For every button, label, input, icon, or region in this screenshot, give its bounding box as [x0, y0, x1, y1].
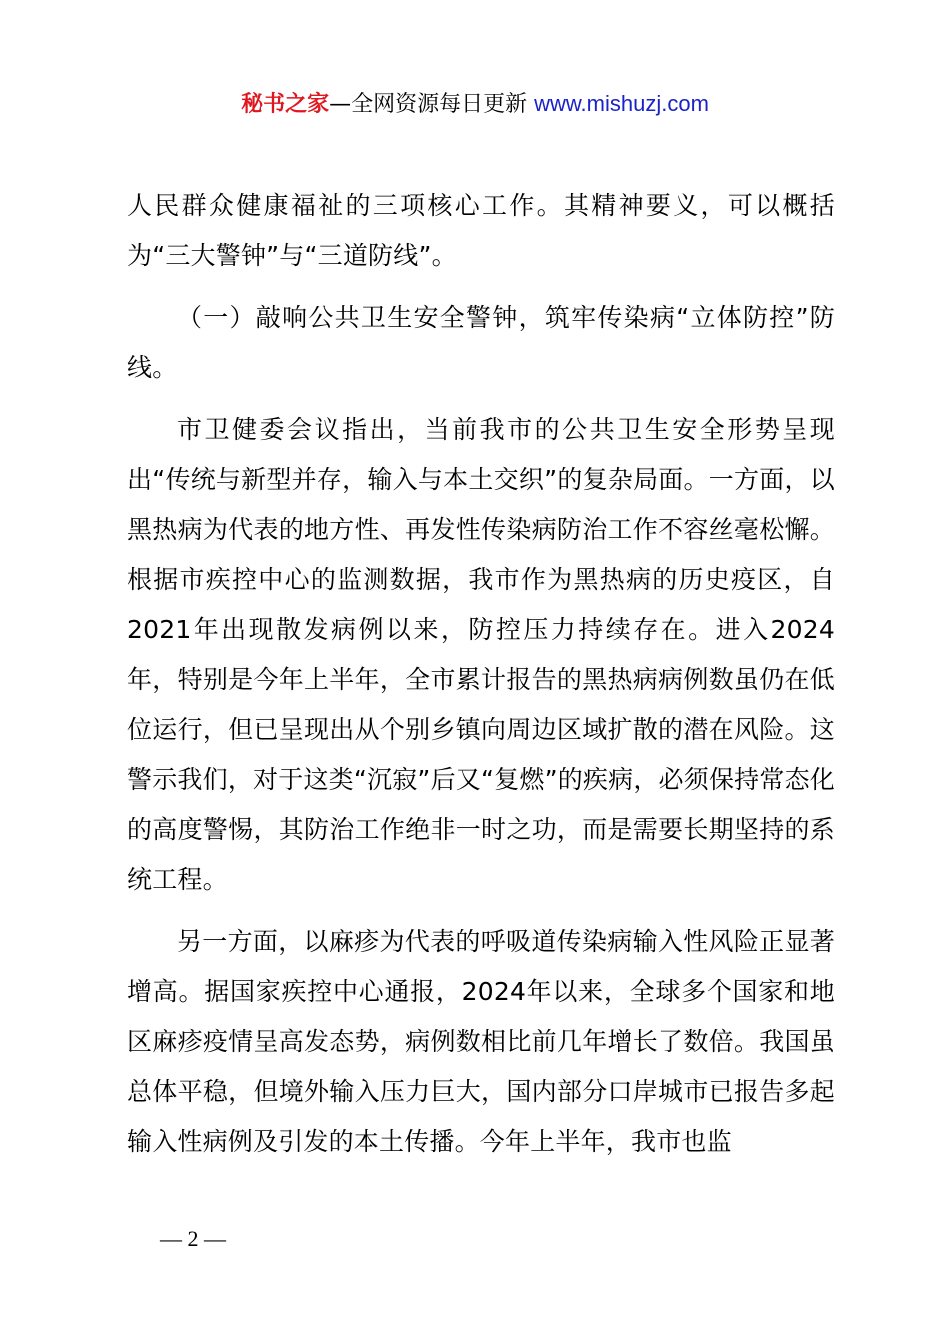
- brand-name: 秘书之家: [241, 92, 330, 117]
- site-url-link[interactable]: www.mishuzj.com: [534, 91, 709, 116]
- site-header: [0, 88, 950, 121]
- page-number: — 2 —: [160, 1226, 226, 1251]
- document-body: [127, 181, 835, 1179]
- paragraph-body: 另一方面，以麻疹为代表的呼吸道传染病输入性风险正显著增高。据国家疾控中心通报，2024年以来，全球多个国家和地区麻疹疫情呈高发态势，病例数相比前几年增长了数倍。我国虽总体平稳，但境外输入压力巨大，国内部分口岸城市已报告多起输入性病例及引发的本土传播。今年上半年，我市也监: [127, 927, 835, 1156]
- site-tagline: —全网资源每日更新: [329, 92, 528, 117]
- section-heading: （一）敲响公共卫生安全警钟，筑牢传染病“立体防控”防线。: [127, 303, 835, 382]
- paragraph-continuation: 人民群众健康福祉的三项核心工作。其精神要义，可以概括为“三大警钟”与“三道防线”。: [127, 191, 835, 270]
- paragraph-body: 市卫健委会议指出，当前我市的公共卫生安全形势呈现出“传统与新型并存，输入与本土交织”的复杂局面。一方面，以黑热病为代表的地方性、再发性传染病防治工作不容丝毫松懈。根据市疾控中心的监测数据，我市作为黑热病的历史疫区，自2021年出现散发病例以来，防控压力持续存在。进入2024年，特别是今年上半年，全市累计报告的黑热病病例数虽仍在低位运行，但已呈现出从个别乡镇向周边区域扩散的潜在风险。这警示我们，对于这类“沉寂”后又“复燃”的疾病，必须保持常态化的高度警惕，其防治工作绝非一时之功，而是需要长期坚持的系统工程。: [127, 415, 835, 894]
